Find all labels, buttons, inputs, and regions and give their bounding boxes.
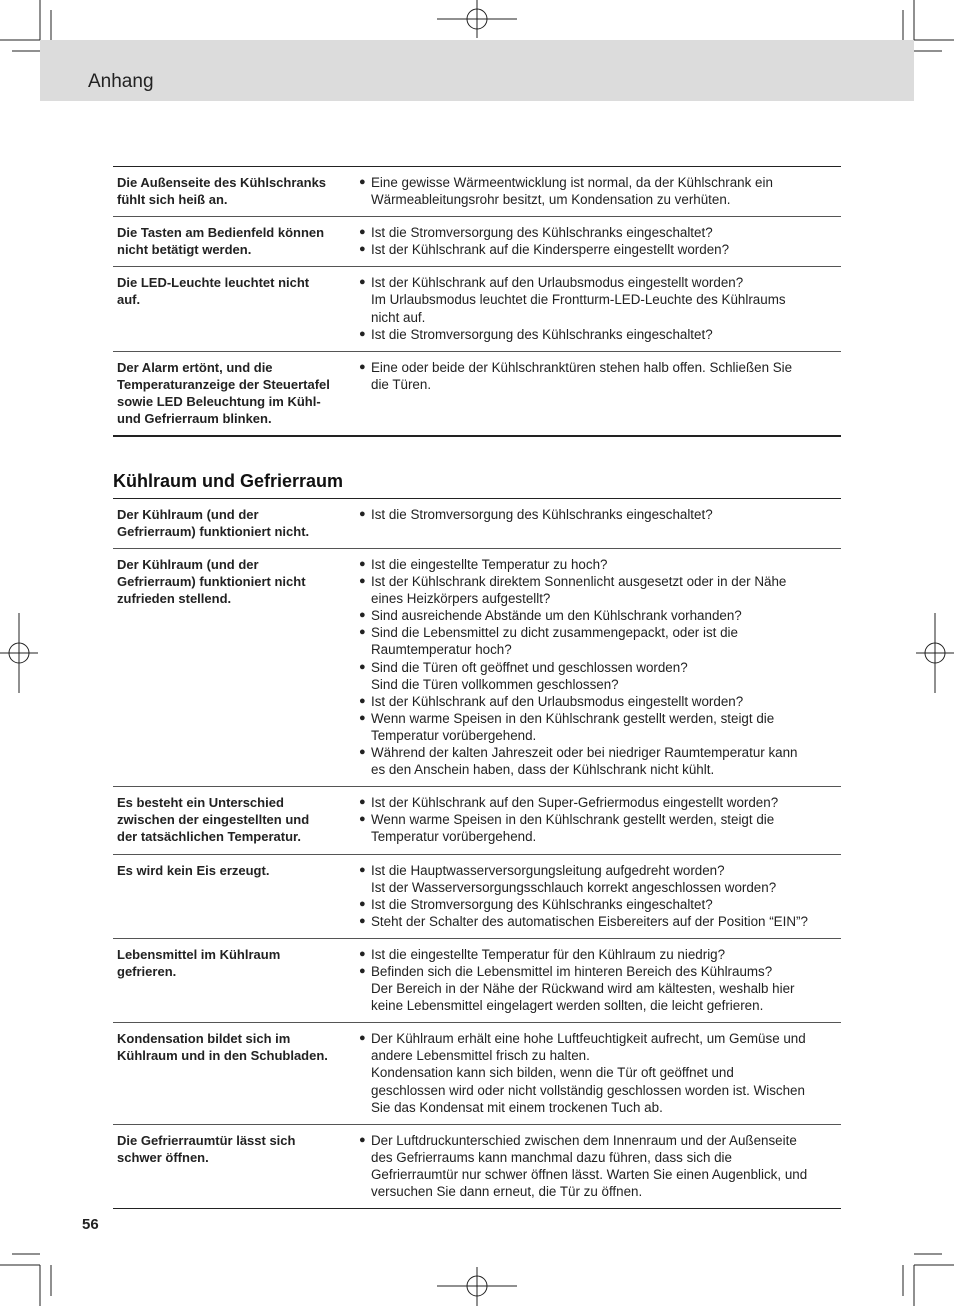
- checks-cell: [359, 556, 841, 778]
- check-text: Ist der Kühlschrank auf den Urlaubsmodus eingestellt worden?: [371, 693, 744, 709]
- list-item: [359, 862, 841, 896]
- check-text: Ist der Kühlschrank auf den Urlaubsmodus eingestellt worden? Im Urlaubsmodus leuchtet die Frontturm-LED-Leuchte des Kühlraums nicht auf.: [371, 275, 786, 325]
- check-text: Ist die Hauptwasserversorgungsleitung aufgedreht worden? Ist der Wasserversorgungsschlauch korrekt angeschlossen worden?: [371, 862, 777, 895]
- problem-cell: Der Kühlraum (und der Gefrierraum) funktioniert nicht zufrieden stellend.: [117, 557, 306, 606]
- check-text: Ist die eingestellte Temperatur zu hoch?: [371, 557, 608, 572]
- table-row: [113, 266, 841, 350]
- list-item: [359, 274, 841, 325]
- table-row: [113, 499, 841, 548]
- problem-cell: Lebensmittel im Kühlraum gefrieren.: [117, 946, 281, 979]
- list-item: [359, 174, 841, 208]
- check-text: Sind die Türen oft geöffnet und geschlossen worden? Sind die Türen vollkommen geschlossen?: [371, 659, 688, 692]
- page-number: 56: [82, 1216, 99, 1233]
- check-text: Ist die Stromversorgung des Kühlschranks eingeschaltet?: [371, 896, 713, 912]
- list-item: [359, 607, 841, 624]
- checks-cell: [359, 506, 841, 540]
- list-item: [359, 946, 841, 963]
- checks-cell: [359, 274, 841, 342]
- list-item: [359, 359, 841, 393]
- list-item: [359, 1030, 841, 1115]
- list-item: [359, 1132, 841, 1200]
- page-header-title: Anhang: [88, 71, 154, 92]
- list-item: [359, 224, 841, 241]
- bullet-icon: ●: [359, 863, 366, 876]
- bullet-icon: ●: [359, 327, 366, 340]
- list-item: [359, 811, 841, 845]
- table-row: [113, 548, 841, 786]
- bullet-icon: ●: [359, 711, 366, 724]
- list-item: [359, 744, 841, 778]
- table-row: [113, 854, 841, 938]
- bullet-icon: ●: [359, 796, 366, 809]
- check-text: Sind ausreichende Abstände um den Kühlschrank vorhanden?: [371, 608, 742, 624]
- troubleshooting-table-compartments: [113, 498, 841, 1209]
- checks-cell: [359, 359, 841, 427]
- check-text: Ist die eingestellte Temperatur für den Kühlraum zu niedrig?: [371, 946, 726, 962]
- bullet-icon: ●: [359, 176, 366, 188]
- bullet-icon: ●: [359, 243, 366, 256]
- bullet-icon: ●: [359, 897, 366, 910]
- bullet-icon: ●: [359, 746, 366, 759]
- bullet-icon: ●: [359, 626, 366, 639]
- problem-cell: Die Gefrierraumtür lässt sich schwer öffnen.: [117, 1132, 296, 1165]
- list-item: [359, 659, 841, 693]
- header-band: [40, 40, 914, 101]
- bullet-icon: ●: [359, 360, 366, 373]
- table-row: [113, 1124, 841, 1208]
- bullet-icon: ●: [359, 660, 366, 673]
- list-item: [359, 794, 841, 811]
- check-text: Der Kühlraum erhält eine hohe Luftfeuchtigkeit aufrecht, um Gemüse und andere Lebensmittel frisch zu halten. Kondensation kann sich bilden, wenn die Tür oft geöffnet und geschlossen wird oder nicht vollständig geschlossen worden ist. Wischen Sie das Kondensat mit einem trockenen Tuch ab.: [371, 1031, 806, 1115]
- problem-cell: Kondensation bildet sich im Kühlraum und in den Schubladen.: [117, 1031, 328, 1064]
- check-text: Eine gewisse Wärmeentwicklung ist normal, da der Kühlschrank ein Wärmeableitungsrohr besitzt, um Kondensation zu verhüten.: [371, 175, 773, 208]
- check-text: Sind die Lebensmittel zu dicht zusammengepackt, oder ist die Raumtemperatur hoch?: [371, 625, 738, 658]
- problem-cell: Die Tasten am Bedienfeld können nicht betätigt werden.: [117, 225, 325, 258]
- list-item: [359, 710, 841, 744]
- bullet-icon: ●: [359, 276, 366, 289]
- check-text: Ist der Kühlschrank auf die Kindersperre eingestellt worden?: [371, 242, 730, 258]
- list-item: [359, 241, 841, 258]
- table-row: [113, 167, 841, 216]
- bullet-icon: ●: [359, 914, 366, 927]
- checks-cell: [359, 174, 841, 208]
- checks-cell: [359, 862, 841, 930]
- check-text: Ist die Stromversorgung des Kühlschranks eingeschaltet?: [371, 326, 713, 342]
- check-text: Wenn warme Speisen in den Kühlschrank gestellt werden, steigt die Temperatur vorübergehend.: [371, 710, 775, 743]
- bullet-icon: ●: [359, 947, 366, 960]
- bullet-icon: ●: [359, 964, 366, 977]
- bullet-icon: ●: [359, 508, 366, 520]
- problem-cell: Der Alarm ertönt, und die Temperaturanzeige der Steuertafel sowie LED Beleuchtung im Kühl- und Gefrierraum blinken.: [117, 359, 330, 426]
- table-row: [113, 938, 841, 1022]
- bullet-icon: ●: [359, 1032, 366, 1045]
- check-text: Ist der Kühlschrank direktem Sonnenlicht ausgesetzt oder in der Nähe eines Heizkörpers aufgestellt?: [371, 574, 787, 607]
- list-item: [359, 573, 841, 607]
- checks-cell: [359, 1132, 841, 1200]
- checks-cell: [359, 1030, 841, 1115]
- list-item: [359, 556, 841, 573]
- section-title: Kühlraum und Gefrierraum: [113, 471, 344, 491]
- check-text: Befinden sich die Lebensmittel im hinteren Bereich des Kühlraums? Der Bereich in der Nähe der Rückwand wird am kältesten, weshalb hier keine Lebensmittel eingelagert werden sollten, die leicht gefrieren.: [371, 963, 795, 1014]
- check-text: Ist die Stromversorgung des Kühlschranks eingeschaltet?: [371, 225, 713, 241]
- list-item: [359, 624, 841, 658]
- check-text: Während der kalten Jahreszeit oder bei niedriger Raumtemperatur kann es den Anschein haben, dass der Kühlschrank nicht kühlt.: [371, 745, 798, 778]
- list-item: [359, 913, 841, 930]
- list-item: [359, 693, 841, 710]
- list-item: [359, 506, 841, 523]
- bullet-icon: ●: [359, 1133, 366, 1146]
- list-item: [359, 896, 841, 913]
- check-text: Ist die Stromversorgung des Kühlschranks eingeschaltet?: [371, 507, 713, 522]
- bullet-icon: ●: [359, 575, 366, 588]
- problem-cell: Es besteht ein Unterschied zwischen der eingestellten und der tatsächlichen Temperatur.: [117, 795, 310, 845]
- check-text: Der Luftdruckunterschied zwischen dem Innenraum und der Außenseite des Gefrierraums kann manchmal dazu führen, dass sich die Gefrierraumtür nur schwer öffnen lässt. Warten Sie einen Augenblick, und versuchen Sie dann erneut, die Tür zu öffnen.: [371, 1132, 808, 1199]
- check-text: Steht der Schalter des automatischen Eisbereiters auf der Position “EIN”?: [371, 913, 808, 929]
- check-text: Eine oder beide der Kühlschranktüren stehen halb offen. Schließen Sie die Türen.: [371, 359, 793, 392]
- table-row: [113, 216, 841, 266]
- bullet-icon: ●: [359, 226, 366, 239]
- checks-cell: [359, 224, 841, 258]
- problem-cell: Die Außenseite des Kühlschranks fühlt sich heiß an.: [117, 175, 327, 207]
- bullet-icon: ●: [359, 694, 366, 707]
- problem-cell: Die LED-Leuchte leuchtet nicht auf.: [117, 275, 310, 308]
- bullet-icon: ●: [359, 813, 366, 826]
- list-item: [359, 326, 841, 343]
- list-item: [359, 963, 841, 1014]
- bullet-icon: ●: [359, 558, 366, 570]
- bullet-icon: ●: [359, 609, 366, 622]
- checks-cell: [359, 946, 841, 1014]
- check-text: Ist der Kühlschrank auf den Super-Gefriermodus eingestellt worden?: [371, 795, 779, 811]
- table-row: [113, 786, 841, 853]
- checks-cell: [359, 794, 841, 845]
- problem-cell: Es wird kein Eis erzeugt.: [117, 862, 270, 878]
- troubleshooting-table-general: [113, 166, 841, 437]
- table-row: [113, 1022, 841, 1123]
- problem-cell: Der Kühlraum (und der Gefrierraum) funktioniert nicht.: [117, 507, 310, 539]
- table-row: [113, 351, 841, 435]
- check-text: Wenn warme Speisen in den Kühlschrank gestellt werden, steigt die Temperatur vorübergehend.: [371, 812, 775, 845]
